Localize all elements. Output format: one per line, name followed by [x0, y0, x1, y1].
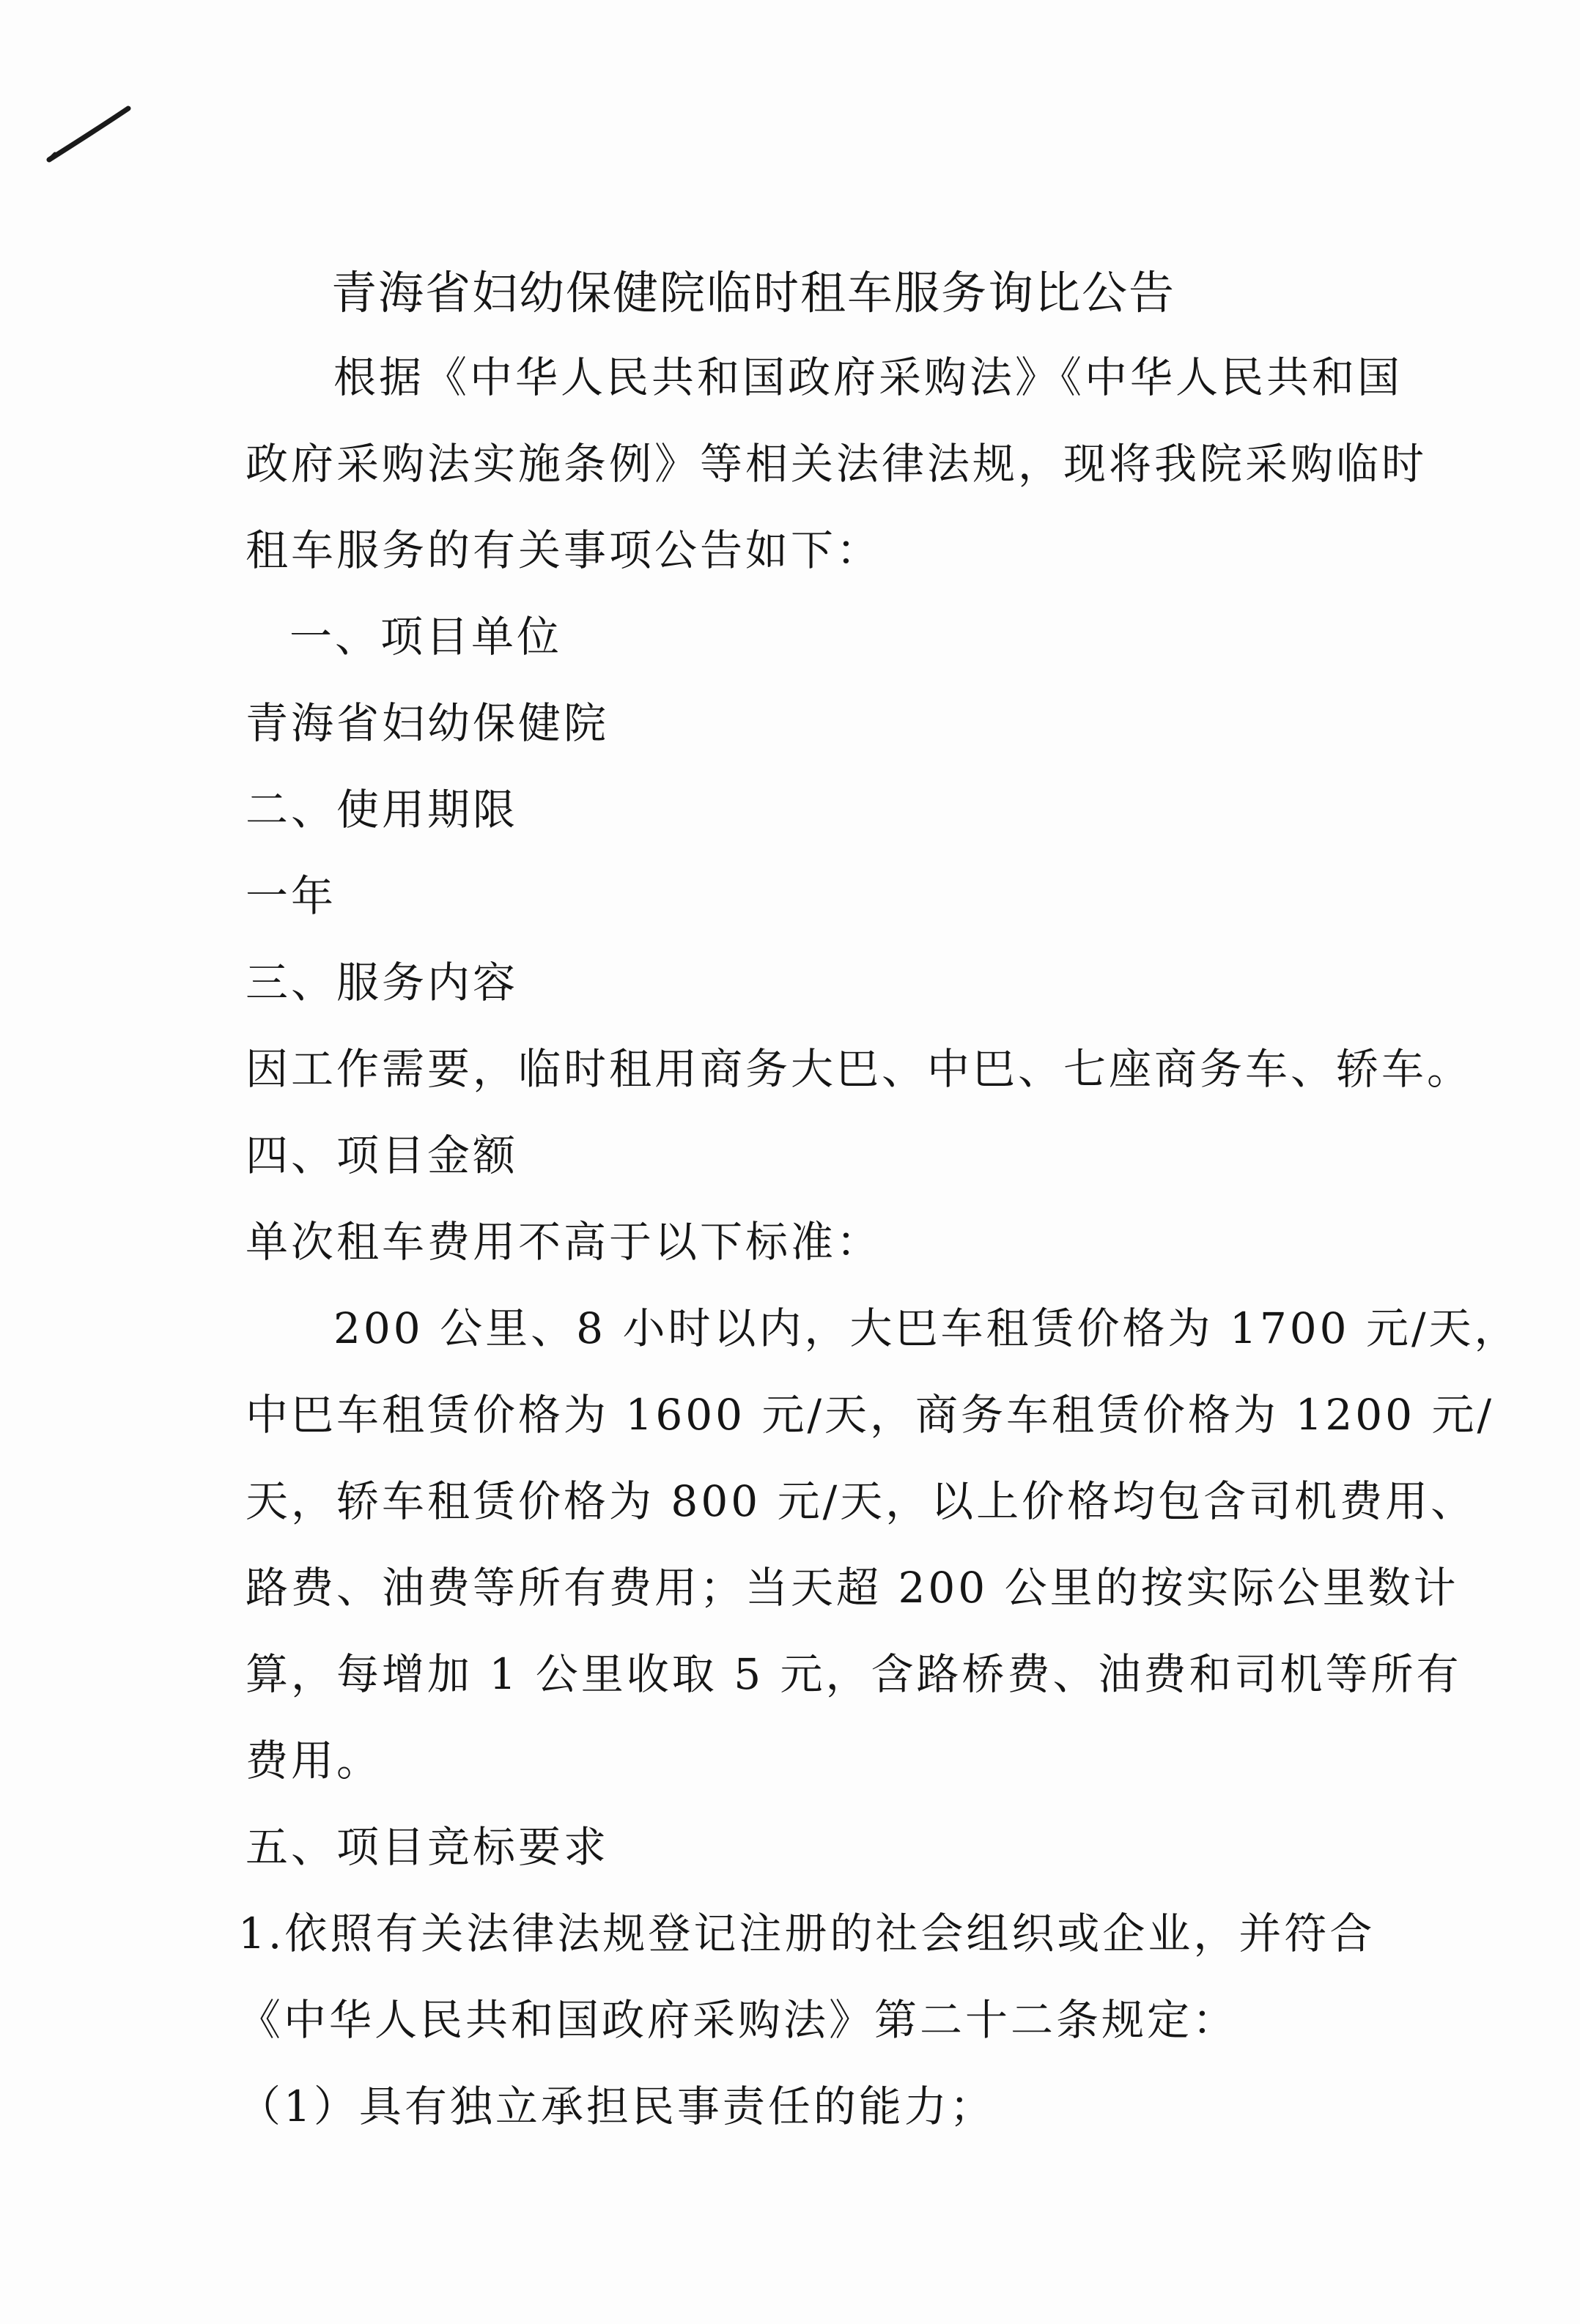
section-heading: 四、项目金额	[246, 1130, 519, 1180]
paragraph-line: 中巴车租赁价格为 1600 元/天，商务车租赁价格为 1200 元/	[246, 1390, 1495, 1440]
section-heading: 五、项目竞标要求	[246, 1822, 610, 1872]
paragraph-line: 1.依照有关法律法规登记注册的社会组织或企业，并符合	[238, 1909, 1376, 1958]
paragraph-line: 一年	[246, 871, 337, 921]
section-heading: 三、服务内容	[246, 958, 519, 1007]
paragraph-line: 天，轿车租赁价格为 800 元/天，以上价格均包含司机费用、	[246, 1476, 1477, 1526]
paragraph-line: 路费、油费等所有费用；当天超 200 公里的按实际公里数计	[246, 1563, 1459, 1613]
paragraph-line: 200 公里、8 小时以内，大巴车租赁价格为 1700 元/天，	[333, 1303, 1520, 1353]
section-heading: 二、使用期限	[246, 785, 519, 835]
paragraph-line: 费用。	[246, 1736, 383, 1785]
section-heading: 一、项目单位	[289, 612, 563, 662]
paragraph-line: 因工作需要，临时租用商务大巴、中巴、七座商务车、轿车。	[246, 1044, 1473, 1094]
paragraph-line: 根据《中华人民共和国政府采购法》《中华人民共和国	[333, 352, 1403, 402]
paragraph-line: 青海省妇幼保健院	[246, 698, 610, 748]
paragraph-line: 单次租车费用不高于以下标准：	[246, 1217, 882, 1267]
paragraph-line: 算，每增加 1 公里收取 5 元，含路桥费、油费和司机等所有	[246, 1649, 1462, 1699]
paragraph-line: （1）具有独立承担民事责任的能力；	[238, 2081, 995, 2131]
paragraph-line: 租车服务的有关事项公告如下：	[246, 525, 882, 575]
paragraph-line: 政府采购法实施条例》等相关法律法规，现将我院采购临时	[246, 439, 1428, 489]
pen-stroke-mark	[40, 95, 143, 169]
document-title: 青海省妇幼保健院临时租车服务询比公告	[331, 266, 1175, 319]
paragraph-line: 《中华人民共和国政府采购法》第二十二条规定：	[238, 1995, 1238, 2045]
